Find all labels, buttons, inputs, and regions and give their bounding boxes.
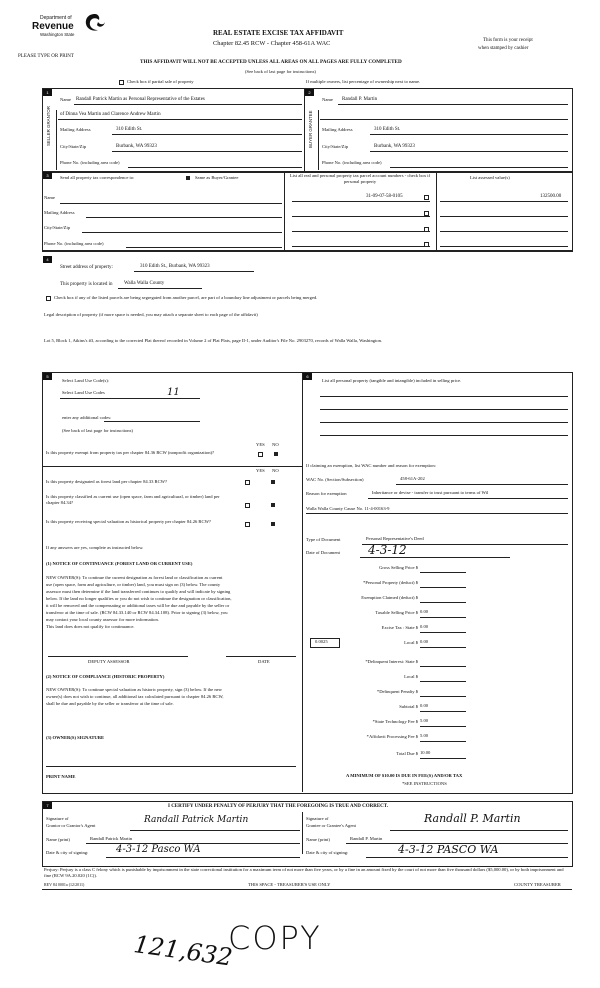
county-treasurer: COUNTY TREASURER: [514, 882, 561, 887]
additional-codes: enter any additional codes:: [62, 415, 112, 420]
segregated-checkbox[interactable]: [46, 296, 51, 301]
cause-number: Walla Walla County Cause No. 11-4-00163-9: [306, 506, 390, 511]
grantor-name-print: Randall Patrick Martin: [90, 836, 133, 841]
grantor-date-city-label: Date & city of signing:: [46, 850, 89, 855]
assessed-value-label: List assessed value(s): [470, 175, 510, 180]
grantee-date-city[interactable]: 4-3-12 PASCO WA: [398, 843, 499, 856]
street-address: 310 Edith St., Burbank, WA 99323: [140, 264, 210, 269]
owner-signature-label: (3) OWNER(S) SIGNATURE: [46, 735, 105, 740]
section-1-badge: 1: [43, 89, 52, 96]
grantee-name-print: Randall P. Martin: [350, 836, 383, 841]
form-subtitle: Chapter 82.45 RCW - Chapter 458-61A WAC: [213, 40, 331, 47]
section-2-badge: 2: [305, 89, 314, 96]
logo-revenue: Revenue: [32, 21, 74, 32]
minimum-fee: A MINIMUM OF $10.00 IS DUE IN FEE(S) AND/OR TAX: [346, 773, 463, 778]
seller-side-label: SELLER GRANTOR: [46, 106, 51, 146]
personal-property-label: List all personal property (tangible and intangible) included in selling price.: [322, 378, 462, 383]
send-correspondence-label: Send all property tax correspondence to:: [60, 175, 135, 180]
fee-row-label: *Affidavit Processing Fee $: [366, 734, 418, 739]
fee-row-value: 0.00: [420, 609, 429, 614]
fee-row-label: Total Due $: [396, 751, 418, 756]
fee-row-label: *Personal Property (deduct) $: [363, 580, 418, 585]
section-4-badge: 4: [43, 256, 52, 263]
stamp-copy: COPY: [228, 919, 322, 957]
land-use-code[interactable]: 11: [167, 387, 180, 398]
form-title: REAL ESTATE EXCISE TAX AFFIDAVIT: [213, 29, 344, 37]
fee-row-label: *State Technology Fee $: [372, 719, 418, 724]
s3-phone-label: Phone No. (including area code): [44, 241, 104, 246]
section-7-badge: 7: [43, 802, 52, 809]
see-instructions: *SEE INSTRUCTIONS: [402, 781, 447, 786]
no-header-2: NO: [272, 468, 279, 473]
seller-name-line2: of Dinna Vea Martin and Clarence Andrew Martin: [60, 112, 161, 117]
buyer-phone-label: Phone No. (including area code): [322, 160, 382, 165]
grantor-date-city[interactable]: 4-3-12 Pasco WA: [116, 844, 201, 855]
treasurer-space: THIS SPACE - TREASURER'S USE ONLY: [248, 882, 331, 887]
notice-continuance-title: (1) NOTICE OF CONTINUANCE (FOREST LAND OR CURRENT USE): [46, 561, 193, 566]
question-forest: Is this property designated as forest land per chapter 84.33 RCW?: [46, 479, 168, 484]
seller-mailing-label: Mailing Address: [60, 127, 91, 132]
partial-sale-checkbox[interactable]: [119, 80, 124, 85]
wac-label: WAC No. (Section/Subsection): [306, 477, 364, 482]
grantor-name-print-label: Name (print): [46, 837, 70, 842]
reason-text: Inheritance or devise - transfer to trust pursuant to terms of Wil: [372, 490, 489, 495]
fee-row-value: 0.00: [420, 639, 429, 644]
seller-phone-label: Phone No. (including area code): [60, 160, 120, 165]
q4-yes-checkbox[interactable]: [245, 522, 250, 527]
grantee-sig-label-2: Grantee or Grantee's Agent: [306, 823, 356, 828]
grantee-name-print-label: Name (print): [306, 837, 330, 842]
if-yes-note: If any answers are yes, complete as instructed below.: [46, 545, 144, 550]
legal-label: Legal description of property (if more space is needed, you may attach a separate sheet to each page of the affidavit): [44, 312, 258, 317]
fee-row-value: 0.00: [420, 703, 429, 708]
notice-compliance-title: (2) NOTICE OF COMPLIANCE (HISTORIC PROPERTY): [46, 674, 165, 679]
buyer-city: Burbank, WA 99323: [374, 144, 415, 149]
grantor-signature[interactable]: Randall Patrick Martin: [144, 815, 249, 825]
seller-name-line1: Randall Patrick Martin as Personal Representative of the Estates: [76, 97, 205, 102]
perjury-notice: Perjury: Perjury is a class C felony which is punishable by imprisonment in the state correctional institution for a maximum term of not more than five years, or by a fine in an amount fixed by the court of not more than five thousand dollars ($5,000.00), or by both imprisonment and fine (RCW 9A.20.020 (1C)).: [44, 867, 564, 879]
fee-row-label: Excise Tax : State $: [381, 625, 418, 630]
legal-description: Lot 5, Block 1, Atkins's #3, according to the corrected Plat thereof recorded in Volume 2 of Plat Plats, page II-1, under Auditor's File No. 2903270, records of Walla Walla, Washington.: [44, 338, 383, 343]
seller-name-label: Name: [60, 97, 71, 102]
buyer-mailing-label: Mailing Address: [322, 127, 353, 132]
fee-table: [306, 566, 568, 766]
segregated-label: Check box if any of the listed parcels are being segregated from another parcel, are part of a boundary line adjustment or parcels being merged.: [54, 295, 318, 300]
multiple-owners: If multiple owners, list percentage of ownership next to name.: [306, 79, 421, 84]
exemption-label: If claiming an exemption, list WAC number and reason for exemption:: [306, 463, 436, 468]
fee-row-label: *Delinquent Interest: State $: [365, 659, 418, 664]
see-back: (See back of last page for instructions): [245, 69, 316, 74]
located-label: This property is located in: [60, 282, 113, 287]
street-label: Street address of property:: [60, 265, 113, 270]
s3-name-label: Name: [44, 195, 55, 200]
q3-no-checkbox[interactable]: [271, 503, 275, 507]
same-as-buyer-label: Same as Buyer/Grantee: [195, 175, 239, 180]
fee-row-label: Local $: [404, 640, 418, 645]
wac-number: 458-61A-202: [400, 476, 425, 481]
notice-line: THIS AFFIDAVIT WILL NOT BE ACCEPTED UNLESS ALL AREAS ON ALL PAGES ARE FULLY COMPLETED: [140, 59, 402, 65]
seller-mailing: 310 Edith St.: [116, 127, 143, 132]
grantee-signature[interactable]: Randall P. Martin: [424, 812, 521, 825]
grantor-sig-label-2: Grantor or Grantor's Agent: [46, 823, 96, 828]
doc-date-label: Date of Document: [306, 550, 340, 555]
parcel-1-checkbox[interactable]: [424, 195, 429, 200]
deputy-assessor-label: DEPUTY ASSESSOR: [88, 659, 130, 664]
print-name-label: PRINT NAME: [46, 774, 76, 779]
fee-row-label: Local $: [404, 674, 418, 679]
no-header-1: NO: [272, 442, 279, 447]
question-current-use: Is this property classified as current use (open space, farm and agricultural, or timber) land per chapter 84.34?: [46, 494, 220, 505]
q1-yes-checkbox[interactable]: [258, 452, 263, 457]
fee-row-label: Subtotal $: [399, 704, 418, 709]
doc-date[interactable]: 4-3-12: [368, 543, 407, 557]
receipt-line1: This form is your receipt: [483, 38, 533, 43]
q2-yes-checkbox[interactable]: [245, 480, 250, 485]
parcel-list-label: List all real and personal property tax parcel account numbers - check box if personal property: [289, 173, 431, 184]
fee-row-value: 5.00: [420, 718, 429, 723]
yes-header-1: YES: [256, 442, 265, 447]
doc-type-label: Type of Document: [306, 537, 341, 542]
section-6-badge: 6: [303, 373, 312, 380]
assessed-value: 132500.00: [540, 194, 562, 199]
q1-no-checkbox[interactable]: [274, 452, 278, 456]
receipt-line2: when stamped by cashier: [478, 46, 529, 51]
section-5-badge: 5: [43, 373, 52, 380]
buyer-name-label: Name: [322, 97, 333, 102]
fee-row-label: Taxable Selling Price $: [375, 610, 418, 615]
question-historic: Is this property receiving special valuation as historical property per chapter 84.26 RCW?: [46, 519, 211, 524]
s3-mailing-label: Mailing Address: [44, 210, 75, 215]
grantee-date-city-label: Date & city of signing:: [306, 850, 349, 855]
fee-row-label: Gross Selling Price $: [379, 565, 418, 570]
buyer-side-label: BUYER GRANTEE: [308, 110, 313, 148]
s3-city-label: City/State/Zip: [44, 225, 71, 230]
yes-header-2: YES: [256, 468, 265, 473]
grantee-sig-label-1: Signature of: [306, 816, 329, 821]
local-rate: 0.0025: [315, 639, 328, 644]
buyer-name: Randall P. Martin: [342, 97, 378, 102]
buyer-city-label: City/State/Zip: [322, 144, 349, 149]
land-use-codes-label: Select Land Use Codes: [62, 390, 105, 395]
q3-yes-checkbox[interactable]: [245, 503, 250, 508]
buyer-mailing: 310 Edith St.: [374, 127, 401, 132]
fee-row-value: 5.00: [420, 733, 429, 738]
revenue-logo: [30, 13, 130, 39]
land-use-select-label: Select Land Use Code(s):: [62, 378, 110, 383]
located-county: Walla Walla County: [124, 281, 165, 286]
fee-row-label: Exemption Claimed (deduct) $: [361, 595, 418, 600]
same-as-buyer-checkbox[interactable]: [186, 176, 190, 180]
logo-state: Washington State: [40, 32, 75, 37]
seller-city: Burbank, WA 99323: [116, 144, 157, 149]
certify-text: I CERTIFY UNDER PENALTY OF PERJURY THAT THE FOREGOING IS TRUE AND CORRECT.: [168, 804, 389, 809]
fee-row-label: *Delinquent Penalty $: [376, 689, 418, 694]
logo-swirl-icon: [84, 13, 106, 33]
s5-see-back: (See back of last page for instructions): [62, 428, 133, 433]
form-number: REV 84 0001a (12/2011): [44, 882, 85, 887]
q2-no-checkbox[interactable]: [271, 480, 275, 484]
type-print: PLEASE TYPE OR PRINT: [18, 54, 74, 59]
q4-no-checkbox[interactable]: [271, 522, 275, 526]
fee-row-value: 10.00: [420, 750, 431, 755]
section-3-badge: 3: [43, 172, 52, 179]
logo-dept: Department of: [40, 15, 72, 21]
fee-row-value: 0.00: [420, 624, 429, 629]
doc-type: Personal Representative's Deed: [366, 536, 424, 541]
grantor-sig-label-1: Signature of: [46, 816, 69, 821]
partial-sale-label: Check box if partial sale of property: [127, 79, 194, 84]
assessor-date-label: DATE: [258, 659, 270, 664]
reason-label: Reason for exemption: [306, 491, 347, 496]
seller-city-label: City/State/Zip: [60, 144, 87, 149]
stamp-number: 121,632: [132, 930, 235, 972]
question-exempt: Is this property exempt from property tax per chapter 84.36 RCW (nonprofit organization)?: [46, 450, 215, 455]
parcel-number: 31-09-07-58-0105: [366, 194, 403, 199]
